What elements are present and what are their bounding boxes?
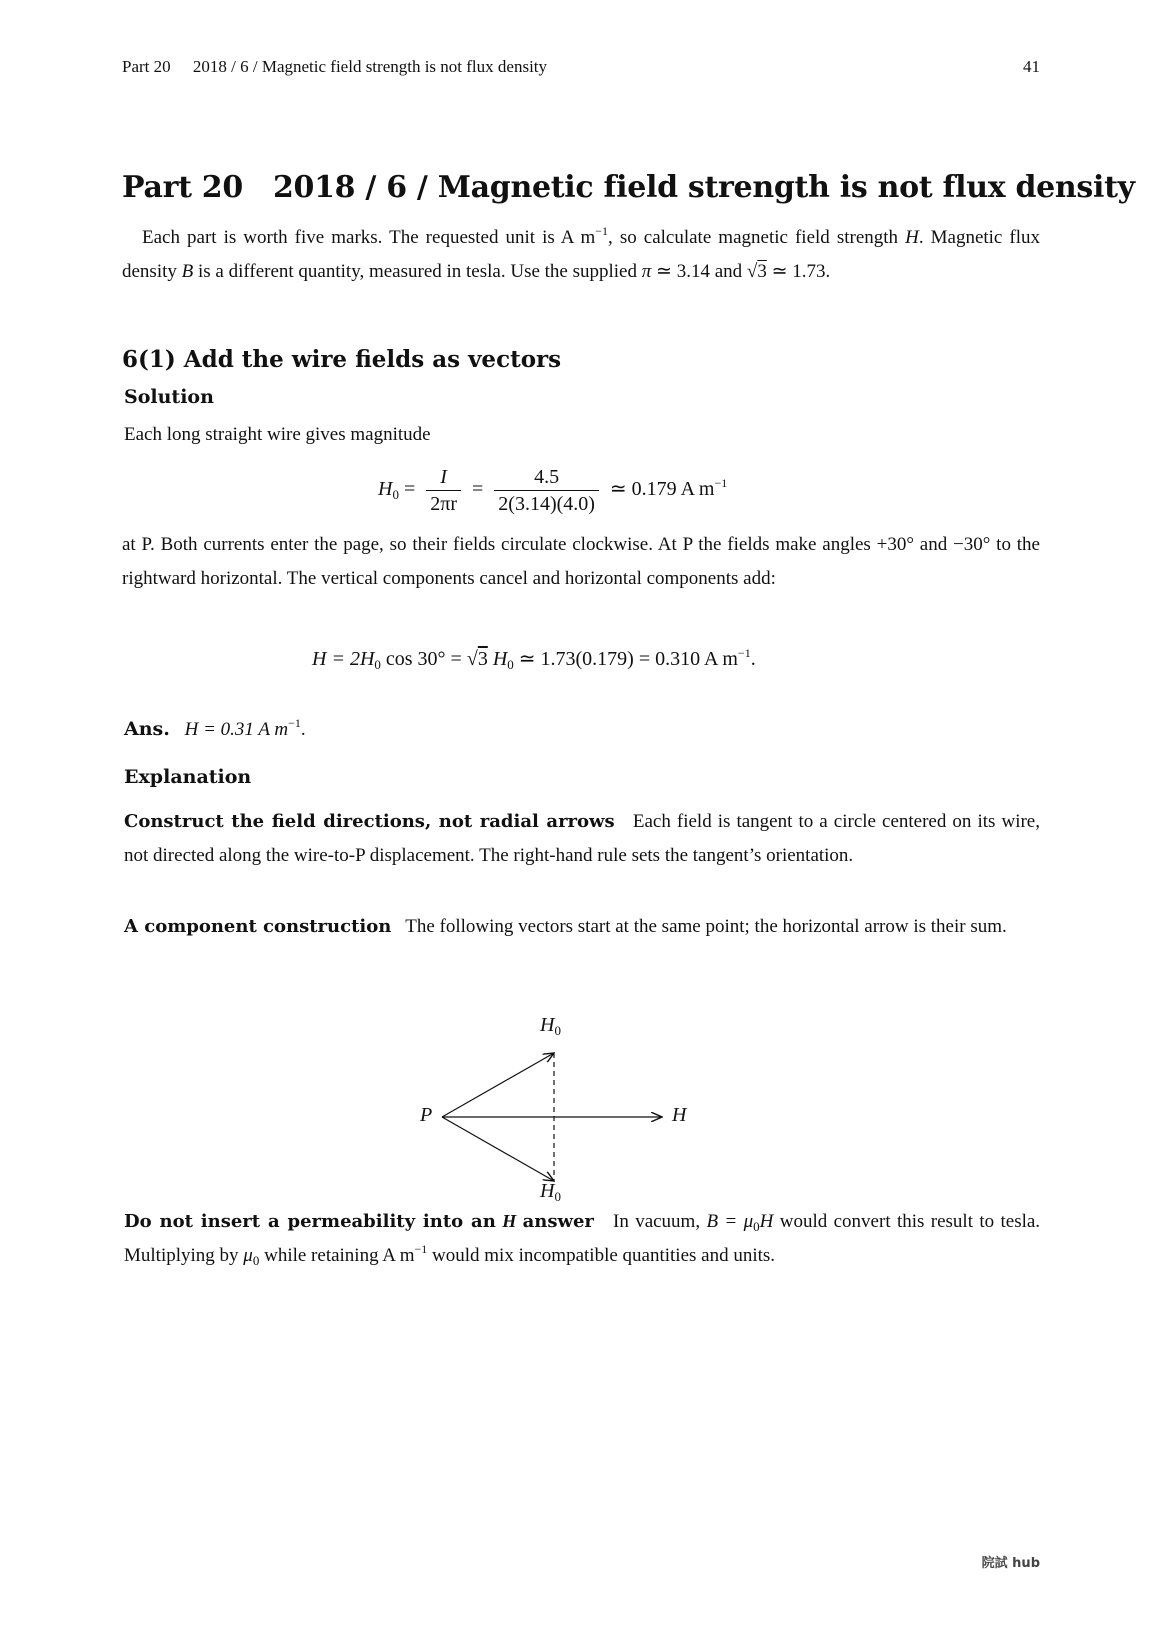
explanation-item-1: Construct the field directions, not radial arrows Each field is tangent to a circle centered on its wire, not directed along the wire-to-P displacement. The right-hand rule sets the tangent’s orientation. <box>124 811 1040 866</box>
footer-brand: 院試 hub <box>981 1556 1040 1571</box>
solution-paragraph2: at P. Both currents enter the page, so their fields circulate clockwise. At P the fields make angles +30° and −30° to the rightward horizontal. The vertical components cancel and horizontal components add: <box>122 534 1040 589</box>
vector-h0-upper <box>442 1053 554 1117</box>
fraction-numeric: $\frac{4.5}{2(3.14)(4.0)}$ <box>494 464 599 517</box>
subsection-title: 6(1) Add the wire fields as vectors <box>122 346 562 373</box>
label-h: H <box>672 1104 687 1126</box>
solution-heading: Solution <box>124 386 214 408</box>
explanation-item-3: Do not insert a permeability into an H answer In vacuum, $B = \mu_0H$ would convert this result to tesla. Multiplying by $\mu_0$ while retaining A $m^{-1}$ would mix incompatible quantities and units. <box>124 1211 1041 1268</box>
equation-h-total: $H = 2H_0$ cos 30° = √3 $H_0$ ≃ 1.73(0.179) = 0.310 A $m^{-1}$. <box>312 646 756 672</box>
header-part: Part 20 <box>122 57 171 76</box>
header-title: 2018 / 6 / Magnetic field strength is not flux density <box>192 57 548 76</box>
label-h0-top: $H_0$ <box>540 1014 561 1038</box>
label-h0-bottom: $H_0$ <box>540 1180 561 1204</box>
solution-line1: Each long straight wire gives magnitude <box>124 424 431 445</box>
page-number: 41 <box>1023 57 1040 76</box>
running-header <box>122 57 1040 77</box>
section-number: Part 20 <box>122 170 243 205</box>
vector-h0-lower <box>442 1117 554 1181</box>
intro-paragraph: Each part is worth five marks. The requested unit is A $m^{-1}$, so calculate magnetic field strength H. Magnetic flux density B is a different quantity, measured in tesla. Use the supplied π ≃ 3.14 and √3 ≃ 1.73. <box>122 224 1041 282</box>
fraction-i-over-2pir: $\frac{I}{2\pi r}$ <box>426 464 461 517</box>
answer-line: Ans. H = 0.31 A $m^{-1}$. <box>124 716 306 740</box>
section-title <box>122 170 1135 205</box>
section-title-text: 2018 / 6 / Magnetic field strength is not flux density <box>272 170 1135 205</box>
explanation-item-2: A component construction The following vectors start at the same point; the horizontal arrow is their sum. <box>124 916 1007 937</box>
vector-diagram <box>400 1014 720 1224</box>
equation-h0: $H_0$ = $\frac{I}{2\pi r}$ = $\frac{4.5}{2(3.14)(4.0)}$ ≃ 0.179 A $m^{-1}$ <box>378 466 728 515</box>
explanation-heading: Explanation <box>124 766 252 788</box>
label-p: P <box>420 1104 433 1126</box>
